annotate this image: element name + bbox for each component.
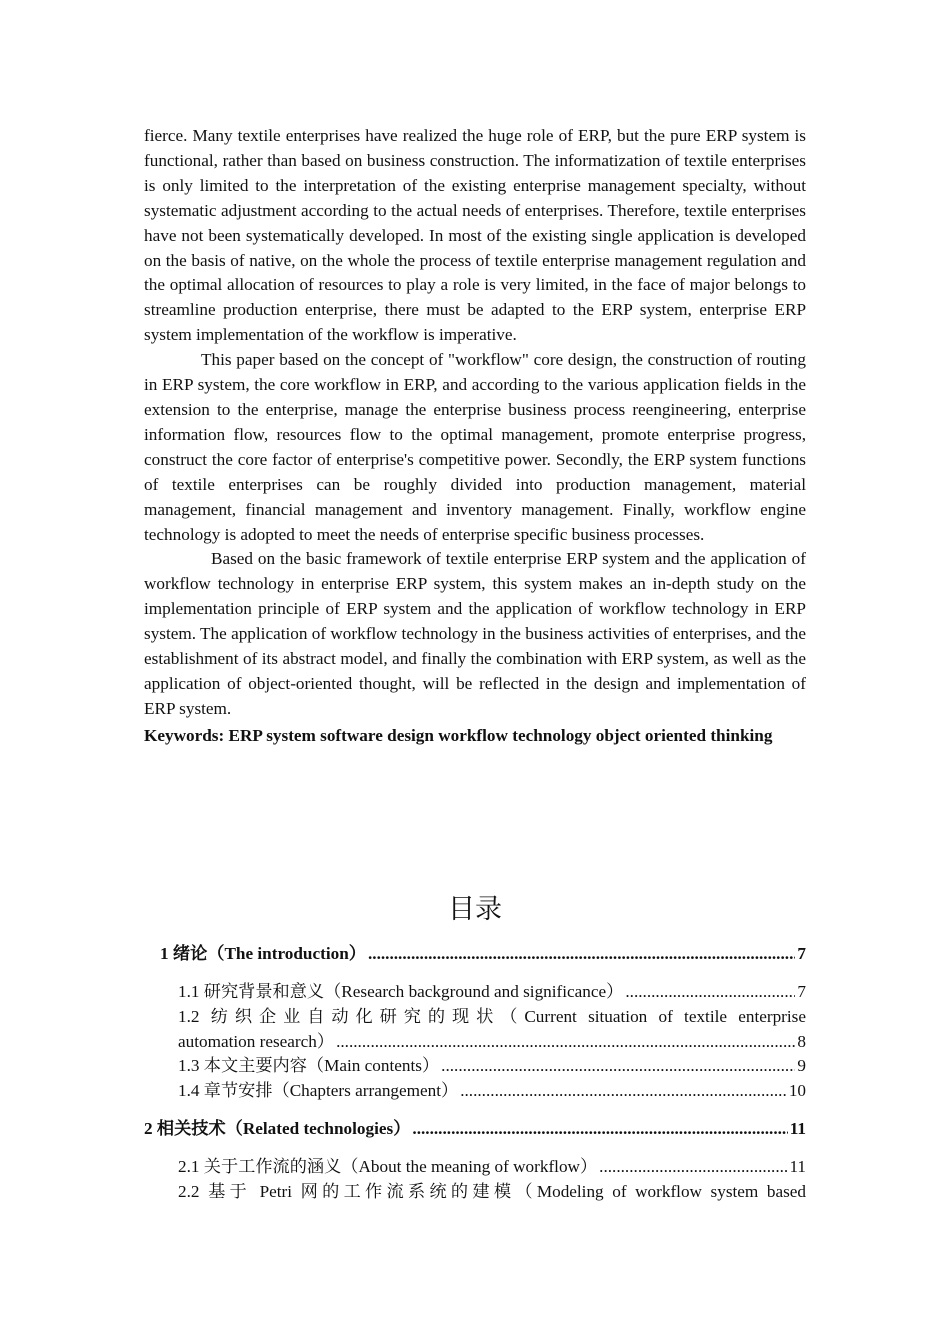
toc-page-number: 11 (789, 1118, 806, 1138)
abstract-paragraph-2: This paper based on the concept of "workflow" core design, the construction of routing in ERP system, the core workflow in ERP, and according to the various application fields in the extension to the enterprise, manage the enterprise business process reengineering, enterprise information flow, resources flow to the optimal management, promote enterprise progress, construct the core factor of enterprise's competitive power. Secondly, the ERP system functions of textile enterprises can be roughly divided into production management, material management, financial management and inventory management. Finally, workflow engine technology is adopted to meet the needs of enterprise specific business processes. (144, 350, 806, 544)
toc-entry-label: 1.3 本文主要内容（Main contents） (178, 1056, 440, 1076)
toc-entry-1-2-line-1[interactable]: 1.2 纺织企业自动化研究的现状（Current situation of textile enterprise (178, 1006, 806, 1026)
table-of-contents (144, 942, 806, 1205)
toc-entry-1-4[interactable] (144, 1079, 806, 1104)
keywords: Keywords: ERP system software design workflow technology object oriented thinking (144, 725, 773, 745)
toc-page-number: 8 (797, 1031, 806, 1051)
toc-entry-2-1[interactable] (144, 1155, 806, 1180)
toc-entry-label: 1.4 章节安排（Chapters arrangement） (178, 1081, 459, 1101)
toc-leader-dots (625, 980, 795, 1005)
toc-leader-dots (336, 1030, 795, 1055)
abstract-paragraph-3: Based on the basic framework of textile enterprise ERP system and the application of workflow technology in enterprise ERP system, this system makes an in-depth study on the implementation principle of ERP system and the application of workflow technology in ERP system. The application of workflow technology in the business activities of enterprises, and the establishment of its abstract model, and finally the combination with ERP system, as well as the application of object-oriented thought, will be reflected in the design and implementation of ERP system. (144, 549, 806, 718)
toc-page-number: 7 (797, 944, 806, 963)
abstract-paragraph-1: fierce. Many textile enterprises have realized the huge role of ERP, but the pure ERP system is functional, rather than based on business construction. The informatization of textile enterprises is only limited to the interpretation of the existing enterprise management specialty, without systematic adjustment according to the actual needs of enterprises. Therefore, textile enterprises have not been systematically developed. In most of the existing single application is developed on the basis of native, on the whole the process of textile enterprise management regulation and the optimal allocation of resources to play a role is very limited, in the face of major belongs to streamline production enterprise, there must be adapted to the ERP system, enterprise ERP system implementation of the workflow is imperative. (144, 126, 806, 345)
toc-page-number: 9 (797, 1056, 806, 1076)
toc-page-number: 7 (797, 982, 806, 1001)
toc-entry-1-2-line-2[interactable] (144, 1030, 806, 1055)
toc-page-number: 10 (788, 1081, 806, 1101)
toc-entry-chapter-1[interactable] (144, 942, 806, 966)
toc-title: 目录 (448, 894, 502, 925)
toc-entry-chapter-2[interactable] (144, 1117, 806, 1141)
toc-leader-dots (441, 1054, 795, 1079)
toc-leader-dots (368, 942, 795, 966)
document-page (144, 124, 806, 1201)
toc-entry-label: 2 相关技术（Related technologies） (144, 1118, 411, 1138)
toc-leader-dots (599, 1155, 787, 1180)
toc-entry-2-2-line-1[interactable]: 2.2 基于 Petri 网的工作流系统的建模（Modeling of workflow system based (178, 1181, 806, 1201)
toc-entry-1-1[interactable] (144, 980, 806, 1005)
toc-entry-label: 1 绪论（The introduction） (160, 944, 366, 963)
toc-entry-1-3[interactable] (144, 1054, 806, 1079)
toc-entry-label: 1.1 研究背景和意义（Research background and significance） (178, 982, 624, 1001)
toc-page-number: 11 (789, 1156, 806, 1176)
toc-entry-label: 2.1 关于工作流的涵义（About the meaning of workflow） (178, 1156, 598, 1176)
toc-entry-label: automation research） (178, 1031, 335, 1051)
toc-leader-dots (460, 1079, 787, 1104)
toc-leader-dots (412, 1117, 787, 1141)
